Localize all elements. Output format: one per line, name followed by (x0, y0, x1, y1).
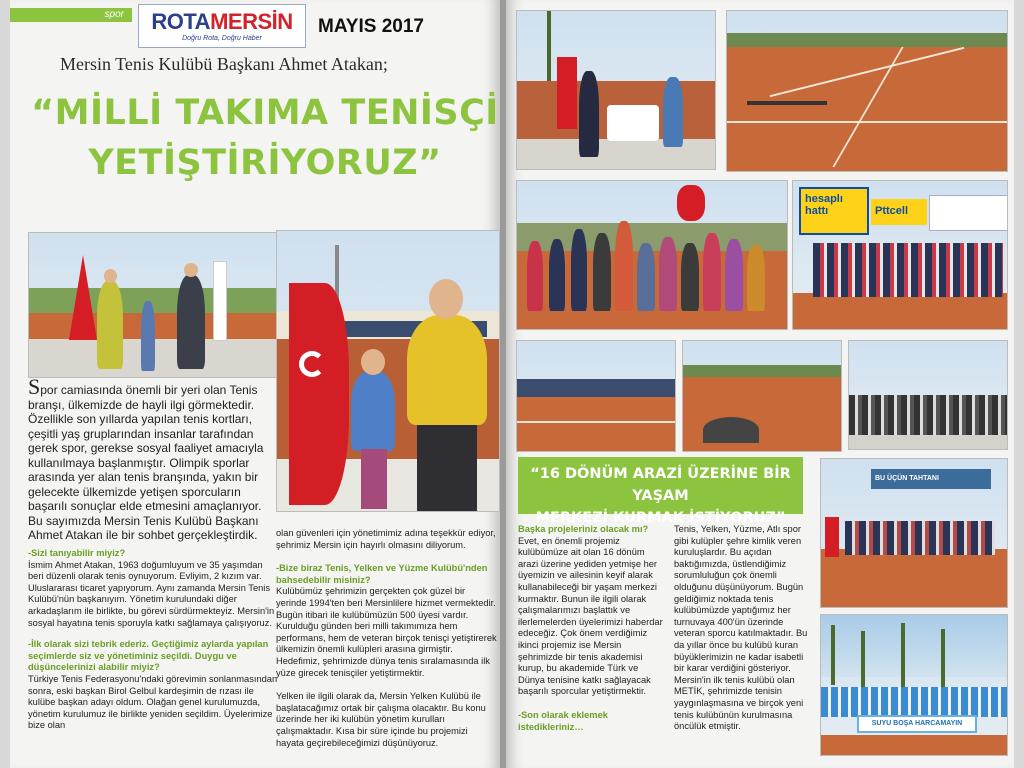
answer-3-continued: Yelken ile ilgili olarak da, Mersin Yelken Kulübü ile başlatacağımız ortak bir çalışma olacaktır. Bu konu üzerinde her iki kulübün yönetim kurulları çalışmaktadır. Kısa bir süre içinde bu projemizi hayata geçirebileceğimizi düşünüyoruz. (276, 691, 486, 748)
group-sponsors-photo (792, 180, 1008, 330)
sponsor-board-pttcell: Pttcell (871, 199, 927, 225)
trophy-winner-photo (276, 230, 500, 512)
answer-4: Evet, en önemli projemiz kulübümüze ait olan 16 dönüm arazi üzerine yediden yetmişe her üyemizin ve ailesinin keyif alarak kullanabileceği bir yaşam merkezi kurmaktır. Bunun ile ilgili olarak çalışmalarımızı başlattık ve ilerlemelerden üyelerimizi haberdar edeceğiz. Çok önem verdiğimiz ikinci projemiz ise Mersin şehrimizde bir tenis akademisi kurup, bu akademide Türk ve Dünya tenisine katkı sağlayacak başarılı sporcular yetiştirmektir. (518, 535, 663, 697)
turkish-flag-large (289, 283, 349, 505)
article-subtitle: Mersin Tenis Kulübü Başkanı Ahmet Atakan; (60, 54, 388, 74)
ad-banner: BU ÜÇÜN TAHTANI (871, 469, 991, 489)
logo-part-mersin: MERSİN (210, 9, 293, 34)
court-matches-photo (516, 340, 676, 452)
question-2: -İlk olarak sizi tebrik ederiz. Geçtiğimiz aylarda yapılan seçimlerde siz ve yönetiminiz seçildi. Duygu ve düşüncelerinizi alabilir miyiz? (28, 639, 269, 673)
banner-line-1: “16 DÖNÜM ARAZİ ÜZERİNE BİR YAŞAM (530, 466, 791, 504)
logo-tagline: Doğru Rota, Doğru Haber (182, 35, 262, 42)
article-column-1 (28, 548, 278, 732)
right-page (506, 0, 1014, 768)
question-3: -Bize biraz Tenis, Yelken ve Yüzme Kulübü'nden bahsedebilir misiniz? (276, 563, 488, 585)
ceremony-group-photo (820, 458, 1008, 608)
question-1: -Sizi tanıyabilir miyiz? (28, 548, 126, 558)
logo-wordmark (151, 10, 292, 34)
courts-with-palms-photo (682, 340, 842, 452)
section-tab (10, 8, 132, 22)
children-medals-photo (516, 180, 788, 330)
section-label: spor (104, 9, 124, 20)
team-banner-photo (820, 614, 1008, 756)
speaker-podium-photo (516, 10, 716, 170)
question-5: -Son olarak eklemek istedikleriniz… (518, 709, 608, 732)
banner-line-2: MERKEZİ KURMAK İSTİYORUZ” (535, 510, 786, 526)
answer-1: İsmim Ahmet Atakan, 1963 doğumluyum ve 35 yaşımdan beri düzenli olarak tenis oynuyorum. Evliyim, 2 kızım var. Uluslararası ticaret yapıyorum. Aynı zamanda Mersin Tenis Kulübü'nün başkanıyım. Yönetim kurulundaki diğer arkadaşlarım ile birlikte, bu görevi sürdürmekteyiz. Mersin'in sosyal hayatına tenis sporuyla katkı sağlamaya çalışıyoruz. (28, 559, 275, 628)
logo-part-rota: ROTA (151, 9, 211, 34)
award-ceremony-photo (28, 232, 278, 378)
turkish-flag (69, 255, 97, 340)
article-column-4 (674, 524, 816, 733)
article-headline (30, 88, 500, 188)
article-column-2 (276, 528, 498, 749)
turkish-flag (557, 57, 577, 129)
answer-3: Kulübümüz şehrimizin gerçekten çok güzel bir yerinde 1994'ten beri Mersinlilere hizmet vermektedir. Bugün itibari ile kulübümüzün 500 üyesi vardır. Kurulduğu günden beri milli takımımıza hem performans, hem de veteran birçok tenisçi yetiştirerek ülkemizin önemli kulüpleri arasına girmiştir. Hedefimiz, şehrimizde dünya tenis sıralamasında ilk yüze girecek tenisçiler yetiştirmektir. (276, 586, 497, 678)
question-4: Başka projeleriniz olacak mı? (518, 524, 649, 534)
headline-line-2: YETİŞTİRİYORUZ” (88, 143, 442, 183)
answer-5: Tenis, Yelken, Yüzme, Atlı spor gibi kulüpler şehre kimlik veren kuruluşlardır. Bu açıdan baktığımızda, üstlendiğimiz sorumluluğun çok önemli olduğunu düşünüyorum. Bugün geldiğimiz noktada tenis kulübümüzde yaptığımız her turnuvaya 400'ün üzerinde veteran sporcu katılmaktadır. Bu da yıllar önce bu kulübü kuran büyüklerimizin ne kadar isabetli bir karar verdiğini gösteriyor. Mersin'in ilk tenis kulübü olan METİK, şehrimizde tenisin yaygınlaşmasına ve birçok yeni tenis kulübünün kurulmasına öncülük etmiştir. (674, 524, 808, 732)
drop-cap: S (28, 374, 41, 399)
article-column-3 (518, 524, 664, 733)
issue-date: MAYIS 2017 (318, 16, 424, 37)
intro-text: por camiasında önemli bir yeri olan Tenis branşı, ülkemizde de hayli ilgi görmektedir. Özellikle son yıllarda yapılan tenis kortları, çeşitli yaş gruplarından insanlar tarafından gerek spor, gerekse sosyal faaliyet amacıyla kullanılmaya başlanmıştır. Olimpik sporlar arasında yer alan tenis branşında, yakın bir gelecekte ülkemizde yetişen sporcuların başarılı sonuçlar elde etmesini amaçlanıyor. Bu sayımızda Mersin Tenis Kulübü Başkanı Ahmet Atakan ile bir sohbet gerçekleştirdik. (28, 383, 264, 542)
project-highlight-banner (518, 457, 803, 526)
audience-photo (848, 340, 1008, 450)
left-page (10, 0, 500, 768)
article-intro (28, 374, 278, 543)
rotamersin-logo (138, 4, 306, 48)
answer-2: Türkiye Tenis Federasyonu'ndaki görevimin sonlanmasından sonra, eski başkan Birol Gelbul kardeşimin de rızası ile kulübe başkan adayı oldum. Olağan genel kurulumuzda, yönetim kurulumuz ile birlikte yeniden seçildim. Üyelerimize bize olan (28, 673, 278, 731)
clay-court-overview-photo (726, 10, 1008, 172)
answer-2-continued: olan güvenleri için yönetimimiz adına teşekkür ediyor, şehrimiz Mersin için hayırlı olmasını diliyorum. (276, 528, 496, 550)
water-banner: SUYU BOŞA HARCAMAYIN (857, 715, 977, 733)
sponsor-board-hesapli: hesaplı hattı (799, 187, 869, 235)
headline-line-1: “MİLLİ TAKIMA TENİSÇİ (31, 93, 499, 133)
